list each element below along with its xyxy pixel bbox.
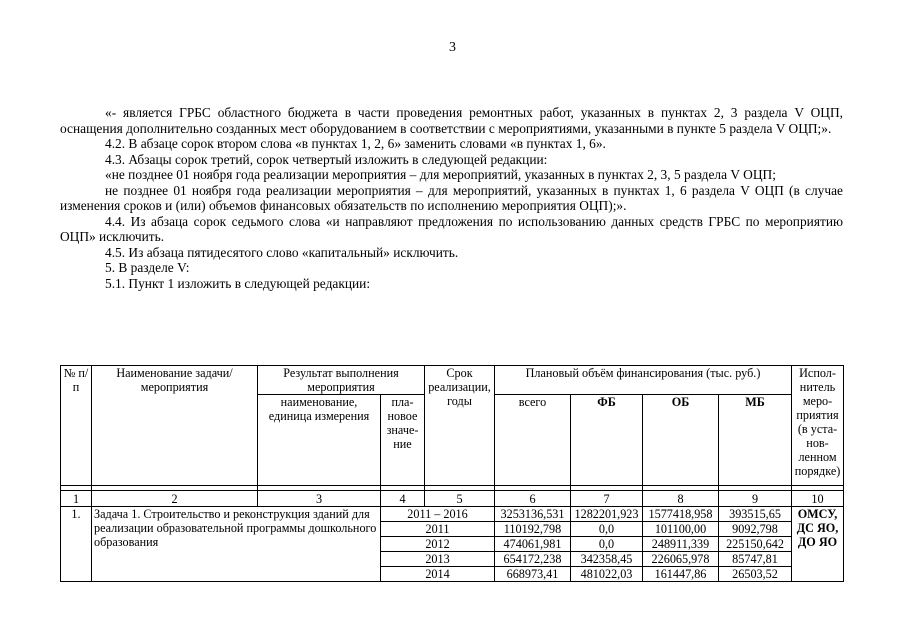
- ob-cell: 1577418,958: [643, 507, 719, 522]
- ob-cell: 161447,86: [643, 567, 719, 582]
- paragraph-4-5: 4.5. Из абзаца пятидесятого слово «капитальный» исключить.: [105, 244, 459, 260]
- mb-cell: 393515,65: [719, 507, 792, 522]
- table-header-row: [61, 366, 844, 395]
- paragraph-5-1: 5.1. Пункт 1 изложить в следующей редакции:: [105, 275, 371, 291]
- column-number: 10: [792, 491, 844, 507]
- paragraph-5: 5. В разделе V:: [105, 260, 190, 275]
- total-cell: 654172,238: [495, 552, 571, 567]
- header-period: Срок реализации, годы: [425, 366, 495, 486]
- page-number: 3: [449, 40, 456, 55]
- total-cell: 474061,981: [495, 537, 571, 552]
- column-number: 6: [495, 491, 571, 507]
- paragraph-quote-2: не позднее 01 ноября года реализации мероприятия – для мероприятий, указанных в пунктах 1, 6 раздела V ОЦП (в случае изменения сроков и (или) объемов финансовых обязательств по исполнению мероприятия ОЦП);».: [60, 182, 843, 213]
- column-number: 3: [258, 491, 381, 507]
- ob-cell: 248911,339: [643, 537, 719, 552]
- paragraph-4-4: 4.4. Из абзаца сорок седьмого слова «и направляют предложения по использованию данных средств ГРБС по мероприятию ОЦП» исключить.: [60, 213, 843, 244]
- task-name: Задача 1. Строительство и реконструкция зданий для реализации образовательной программы дошкольного образования: [92, 507, 381, 582]
- header-executor: Испол-нитель меро-приятия (в уста-нов-ленном порядке): [792, 366, 844, 486]
- period-cell: 2011 – 2016: [381, 507, 495, 522]
- fb-cell: 481022,03: [571, 567, 643, 582]
- paragraph-4-2: 4.2. В абзаце сорок втором слова «в пунктах 1, 2, 6» заменить словами «в пунктах 1, 6».: [105, 136, 606, 151]
- fb-cell: 0,0: [571, 537, 643, 552]
- paragraph-4-3: 4.3. Абзацы сорок третий, сорок четвертый изложить в следующей редакции:: [105, 151, 548, 167]
- total-cell: 110192,798: [495, 522, 571, 537]
- mb-cell: 225150,642: [719, 537, 792, 552]
- mb-cell: 85747,81: [719, 552, 792, 567]
- column-number: 4: [381, 491, 425, 507]
- ob-cell: 226065,978: [643, 552, 719, 567]
- header-result: Результат выполнения мероприятия: [258, 366, 425, 395]
- mb-cell: 26503,52: [719, 567, 792, 582]
- period-cell: 2013: [381, 552, 495, 567]
- period-cell: 2014: [381, 567, 495, 582]
- fb-cell: 342358,45: [571, 552, 643, 567]
- period-cell: 2011: [381, 522, 495, 537]
- column-number: 7: [571, 491, 643, 507]
- header-funding: Плановый объём финансирования (тыс. руб.): [495, 366, 792, 395]
- header-result-plan: пла-новое значе-ние: [381, 395, 425, 486]
- header-mb: МБ: [719, 395, 792, 486]
- header-total: всего: [495, 395, 571, 486]
- task-number: 1.: [61, 507, 92, 582]
- header-task: Наименование задачи/ мероприятия: [92, 366, 258, 486]
- fb-cell: 1282201,923: [571, 507, 643, 522]
- paragraph-grbs: «- является ГРБС областного бюджета в части проведения ремонтных работ, указанных в пунктах 2, 3 раздела V ОЦП, оснащения дополнительно созданных мест оборудованием в соответствии с мероприятиями, указанными в пункте 5 раздела V ОЦП;».: [60, 105, 843, 136]
- period-cell: 2012: [381, 537, 495, 552]
- column-number: 9: [719, 491, 792, 507]
- header-result-name: наименование, единица измерения: [258, 395, 381, 486]
- column-number: 5: [425, 491, 495, 507]
- ob-cell: 101100,00: [643, 522, 719, 537]
- column-number: 1: [61, 491, 92, 507]
- header-num: № п/п: [61, 366, 92, 486]
- header-fb: ФБ: [571, 395, 643, 486]
- column-numbers-row: [61, 491, 844, 507]
- executor-cell: ОМСУ, ДС ЯО, ДО ЯО: [792, 507, 844, 582]
- fb-cell: 0,0: [571, 522, 643, 537]
- column-number: 8: [643, 491, 719, 507]
- column-number: 2: [92, 491, 258, 507]
- financing-table: [60, 365, 844, 582]
- mb-cell: 9092,798: [719, 522, 792, 537]
- total-cell: 668973,41: [495, 567, 571, 582]
- header-ob: ОБ: [643, 395, 719, 486]
- table-row: [61, 507, 844, 522]
- document-body: [60, 105, 843, 291]
- paragraph-quote-1: «не позднее 01 ноября года реализации мероприятия – для мероприятий, указанных в пунктах 2, 3, 5 раздела V ОЦП;: [105, 167, 776, 182]
- total-cell: 3253136,531: [495, 507, 571, 522]
